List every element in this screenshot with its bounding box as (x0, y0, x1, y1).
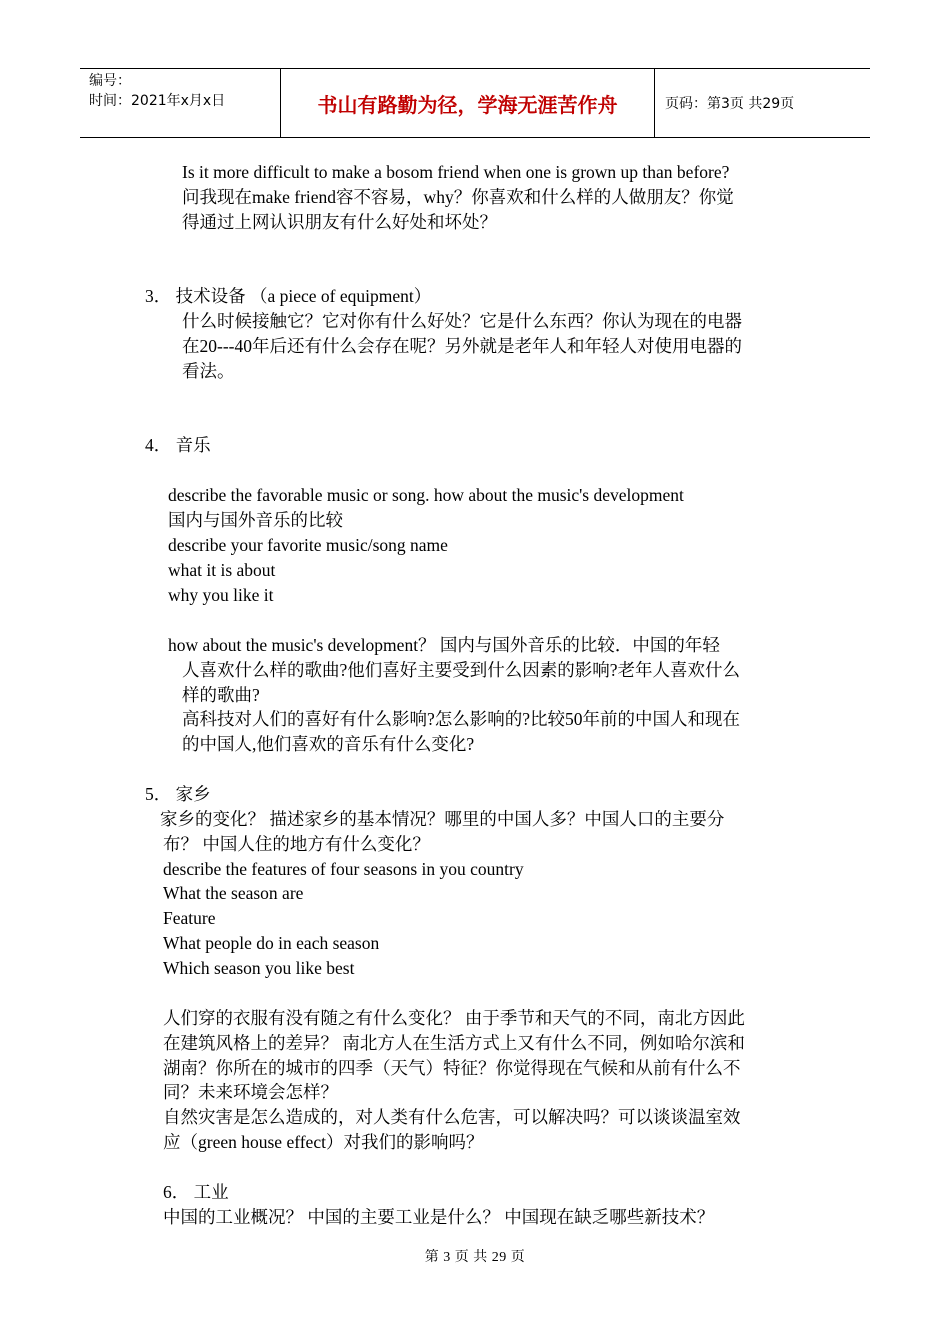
motto: 书山有路勤为径，学海无涯苦作舟 (281, 69, 655, 137)
body-line: 中国的工业概况？ 中国的主要工业是什么？ 中国现在缺乏哪些新技术？ (163, 1207, 715, 1227)
date-label: 时间：2021年x月x日 (89, 93, 226, 109)
section-heading: 5． 家乡 (145, 784, 211, 804)
body-line: 人喜欢什么样的歌曲?他们喜好主要受到什么因素的影响?老年人喜欢什么 (182, 660, 741, 680)
body-line: 什么时候接触它？它对你有什么好处？它是什么东西？你认为现在的电器 (182, 311, 742, 331)
body-line: Is it more difficult to make a bosom friend when one is grown up than before? (182, 162, 730, 182)
body-line: describe the features of four seasons in you country (163, 859, 524, 879)
body-line: 的中国人,他们喜欢的音乐有什么变化? (182, 734, 475, 754)
section-heading: 6． 工业 (163, 1182, 229, 1202)
header-page-info: 页码：第3页 共29页 (665, 96, 795, 112)
body-line: 应（green house effect）对我们的影响吗？ (163, 1132, 484, 1152)
section-heading: 3． 技术设备 （a piece of equipment） (145, 286, 432, 306)
body-line: 自然灾害是怎么造成的，对人类有什么危害，可以解决吗？可以谈谈温室效 (163, 1107, 741, 1127)
body-line: 问我现在make friend容不容易，why？你喜欢和什么样的人做朋友？你觉 (182, 187, 734, 207)
body-line: how about the music's development？ 国内与国外音乐的比较．中国的年轻 (168, 635, 720, 655)
body-line: 国内与国外音乐的比较 (168, 510, 343, 530)
serial-label: 编号： (89, 73, 131, 89)
body-line: 得通过上网认识朋友有什么好处和坏处？ (182, 212, 497, 232)
body-line: 在20---40年后还有什么会存在呢？另外就是老年人和年轻人对使用电器的 (182, 336, 742, 356)
body-line: 在建筑风格上的差异？ 南北方人在生活方式上又有什么不同，例如哈尔滨和 (163, 1033, 745, 1053)
header-left-cell (80, 69, 281, 137)
body-line: What people do in each season (163, 933, 380, 953)
page-header (80, 68, 870, 138)
body-line: why you like it (168, 585, 274, 605)
body-line: 人们穿的衣服有没有随之有什么变化？ 由于季节和天气的不同，南北方因此 (163, 1008, 745, 1028)
body-line: describe the favorable music or song. how about the music's development (168, 485, 684, 505)
body-line: describe your favorite music/song name (168, 535, 448, 555)
body-line: 样的歌曲? (182, 685, 260, 705)
body-line: 高科技对人们的喜好有什么影响?怎么影响的?比较50年前的中国人和现在 (182, 709, 741, 729)
body-line: 同？未来环境会怎样？ (163, 1082, 338, 1102)
body-line: 湖南？你所在的城市的四季（天气）特征？你觉得现在气候和从前有什么不 (163, 1058, 741, 1078)
body-line: 布？ 中国人住的地方有什么变化？ (163, 834, 430, 854)
body-line: Feature (163, 908, 216, 928)
section-heading: 4． 音乐 (145, 435, 211, 455)
page-footer: 第 3 页 共 29 页 (424, 1250, 526, 1265)
body-line: Which season you like best (163, 958, 355, 978)
body-line: 家乡的变化？ 描述家乡的基本情况？哪里的中国人多？中国人口的主要分 (160, 809, 725, 829)
body-line: What the season are (163, 883, 304, 903)
body-line: what it is about (168, 560, 276, 580)
body-line: 看法。 (182, 361, 235, 381)
